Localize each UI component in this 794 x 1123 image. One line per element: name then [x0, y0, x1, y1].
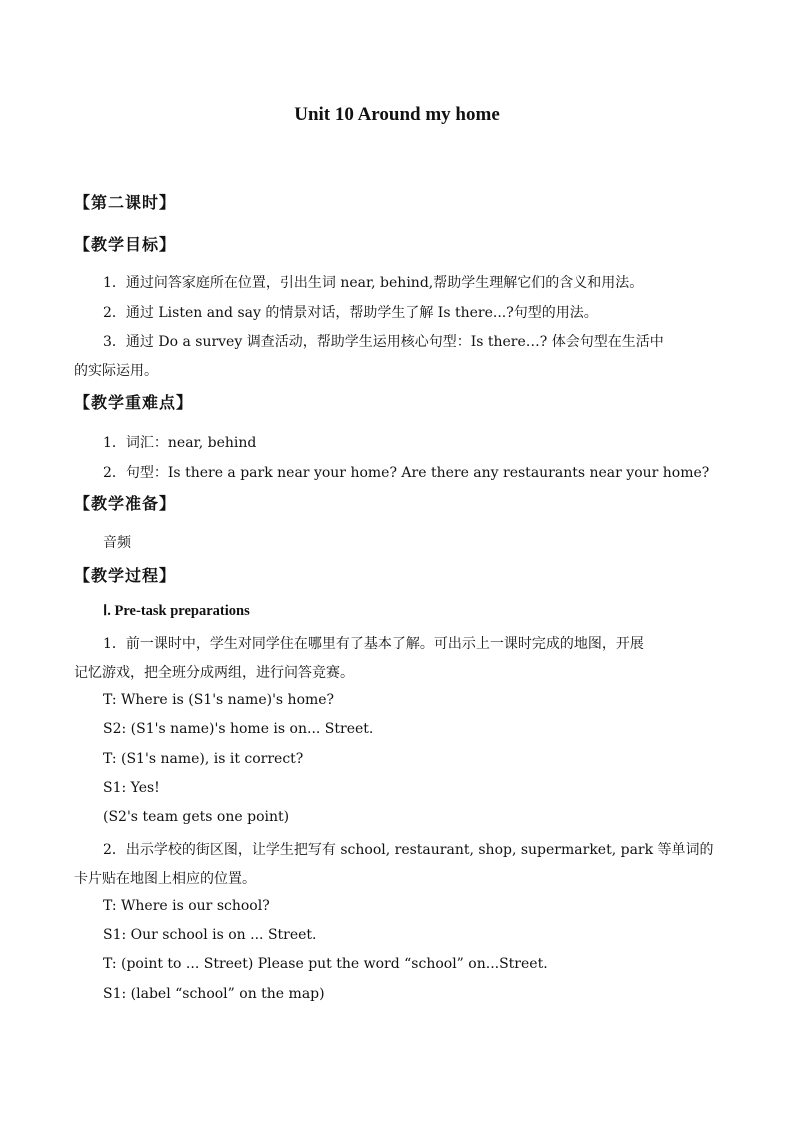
process-subheading: Ⅰ. Pre-task preparations — [103, 603, 250, 619]
process-line: S1: Yes! — [103, 780, 160, 796]
process-line: 记忆游戏，把全班分成两组，进行问答竞赛。 — [74, 665, 354, 681]
key-point-item: 1．词汇：near, behind — [103, 435, 257, 451]
preparation-text: 音频 — [103, 535, 131, 551]
section-objectives-heading: 【教学目标】 — [74, 235, 177, 254]
process-line: S1: Our school is on ... Street. — [103, 927, 317, 943]
section-lesson-heading: 【第二课时】 — [74, 193, 177, 212]
key-point-item: 2．句型：Is there a park near your home? Are there any restaurants near your home? — [103, 465, 710, 481]
process-line: T: Where is our school? — [103, 898, 270, 914]
objective-item: 3．通过 Do a survey 调查活动，帮助学生运用核心句型：Is there…? 体会句型在生活中 — [103, 334, 664, 350]
process-line: T: (point to ... Street) Please put the word “school” on...Street. — [103, 956, 548, 972]
process-line: T: (S1's name), is it correct? — [103, 751, 304, 767]
process-line: (S2's team gets one point) — [103, 809, 290, 825]
process-line: S1: (label “school” on the map) — [103, 986, 325, 1002]
section-key-points-heading: 【教学重难点】 — [74, 393, 194, 412]
objective-item: 2．通过 Listen and say 的情景对话，帮助学生了解 Is there...?句型的用法。 — [103, 305, 598, 321]
objective-item: 1．通过问答家庭所在位置，引出生词 near, behind,帮助学生理解它们的含义和用法。 — [103, 275, 644, 291]
section-process-heading: 【教学过程】 — [74, 566, 177, 585]
section-preparation-heading: 【教学准备】 — [74, 494, 177, 513]
document-title: Unit 10 Around my home — [294, 104, 500, 125]
process-line: S2: (S1's name)'s home is on... Street. — [103, 721, 374, 737]
process-line: 1．前一课时中，学生对同学住在哪里有了基本了解。可出示上一课时完成的地图，开展 — [103, 636, 644, 652]
process-line: 卡片贴在地图上相应的位置。 — [74, 871, 256, 887]
process-line: T: Where is (S1's name)'s home? — [103, 692, 335, 708]
process-line: 2．出示学校的街区图，让学生把写有 school, restaurant, shop, supermarket, park 等单词的 — [103, 842, 714, 858]
objective-item-continued: 的实际运用。 — [74, 363, 158, 379]
